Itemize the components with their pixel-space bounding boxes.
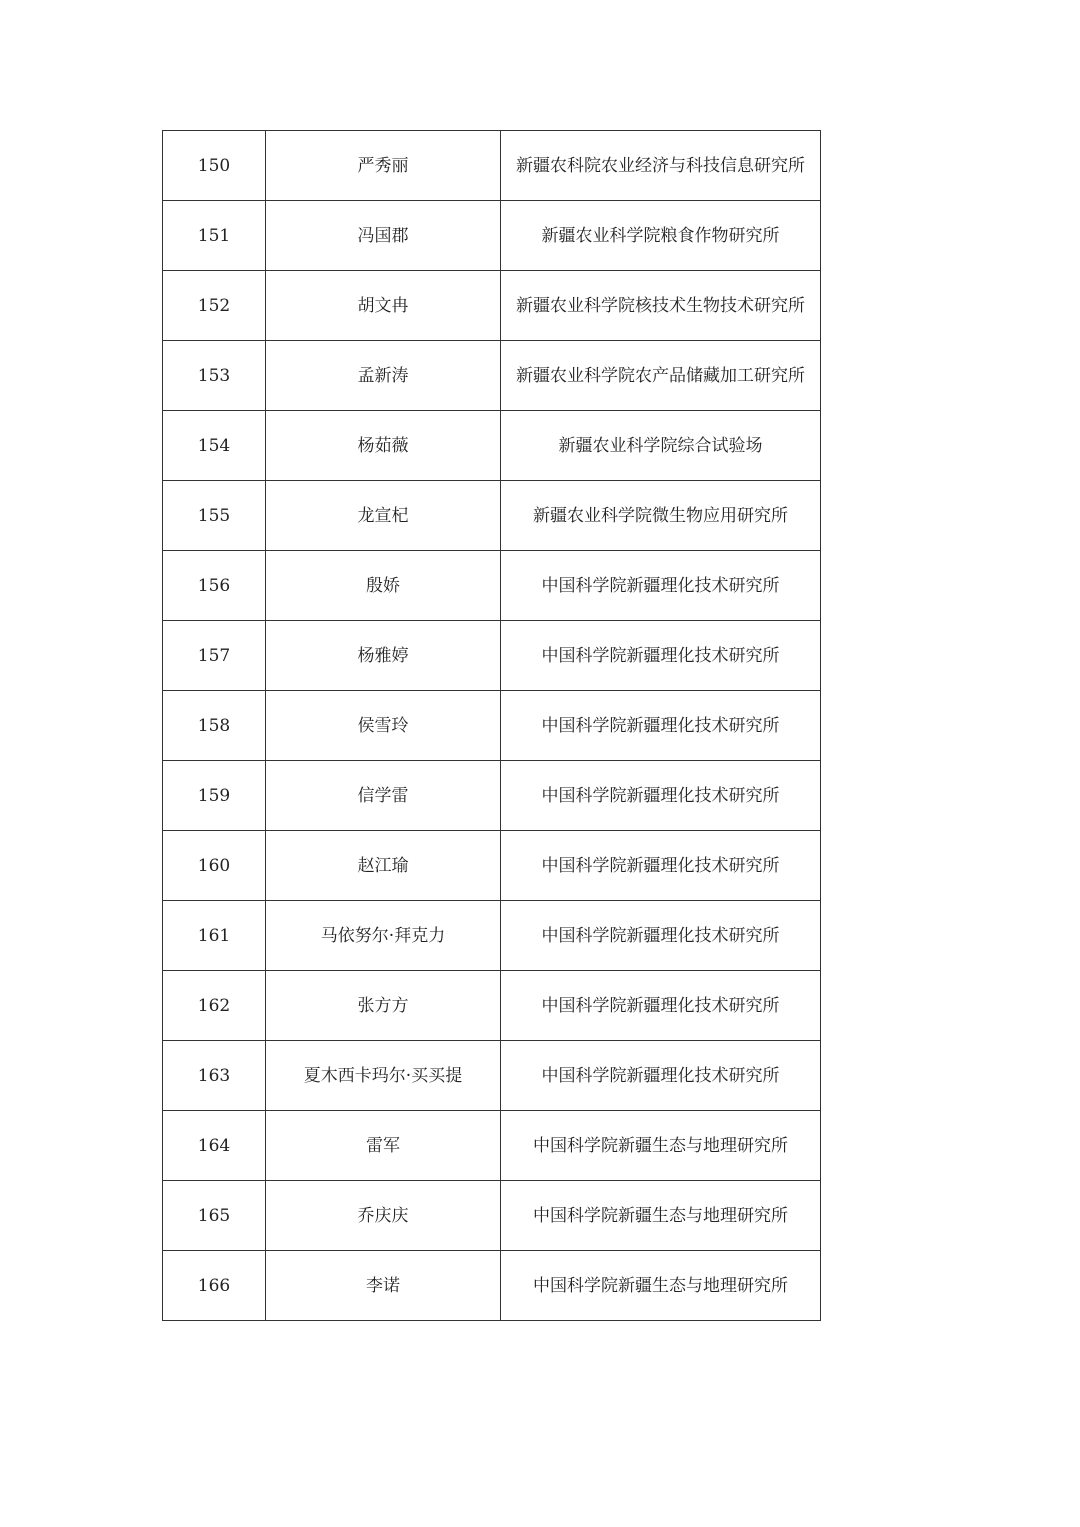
organization: 中国科学院新疆生态与地理研究所 xyxy=(501,1181,821,1251)
row-number: 151 xyxy=(163,201,266,271)
person-name: 殷娇 xyxy=(266,551,501,621)
row-number: 155 xyxy=(163,481,266,551)
table-row xyxy=(163,341,821,411)
table-row xyxy=(163,761,821,831)
person-name: 龙宣杞 xyxy=(266,481,501,551)
row-number: 162 xyxy=(163,971,266,1041)
row-number: 159 xyxy=(163,761,266,831)
table-row xyxy=(163,1181,821,1251)
row-number: 157 xyxy=(163,621,266,691)
row-number: 158 xyxy=(163,691,266,761)
table-row xyxy=(163,621,821,691)
person-name: 冯国郡 xyxy=(266,201,501,271)
organization: 新疆农业科学院粮食作物研究所 xyxy=(501,201,821,271)
table-row xyxy=(163,271,821,341)
row-number: 156 xyxy=(163,551,266,621)
row-number: 154 xyxy=(163,411,266,481)
table-row xyxy=(163,901,821,971)
roster-table xyxy=(162,130,821,1321)
organization: 新疆农业科学院农产品储藏加工研究所 xyxy=(501,341,821,411)
row-number: 152 xyxy=(163,271,266,341)
organization: 中国科学院新疆理化技术研究所 xyxy=(501,551,821,621)
person-name: 杨茹薇 xyxy=(266,411,501,481)
person-name: 夏木西卡玛尔·买买提 xyxy=(266,1041,501,1111)
table-row xyxy=(163,1111,821,1181)
organization: 中国科学院新疆理化技术研究所 xyxy=(501,691,821,761)
person-name: 赵江瑜 xyxy=(266,831,501,901)
person-name: 杨雅婷 xyxy=(266,621,501,691)
organization: 新疆农业科学院综合试验场 xyxy=(501,411,821,481)
organization: 新疆农业科学院微生物应用研究所 xyxy=(501,481,821,551)
row-number: 150 xyxy=(163,131,266,201)
person-name: 雷军 xyxy=(266,1111,501,1181)
row-number: 161 xyxy=(163,901,266,971)
row-number: 165 xyxy=(163,1181,266,1251)
organization: 中国科学院新疆生态与地理研究所 xyxy=(501,1251,821,1321)
person-name: 严秀丽 xyxy=(266,131,501,201)
person-name: 马依努尔·拜克力 xyxy=(266,901,501,971)
person-name: 孟新涛 xyxy=(266,341,501,411)
table-row xyxy=(163,1251,821,1321)
row-number: 163 xyxy=(163,1041,266,1111)
person-name: 张方方 xyxy=(266,971,501,1041)
row-number: 164 xyxy=(163,1111,266,1181)
organization: 中国科学院新疆理化技术研究所 xyxy=(501,971,821,1041)
row-number: 166 xyxy=(163,1251,266,1321)
organization: 中国科学院新疆理化技术研究所 xyxy=(501,901,821,971)
person-name: 信学雷 xyxy=(266,761,501,831)
organization: 中国科学院新疆理化技术研究所 xyxy=(501,621,821,691)
table-row xyxy=(163,971,821,1041)
organization: 中国科学院新疆理化技术研究所 xyxy=(501,831,821,901)
person-name: 李诺 xyxy=(266,1251,501,1321)
row-number: 153 xyxy=(163,341,266,411)
person-name: 乔庆庆 xyxy=(266,1181,501,1251)
organization: 新疆农科院农业经济与科技信息研究所 xyxy=(501,131,821,201)
table-row xyxy=(163,1041,821,1111)
table-row xyxy=(163,831,821,901)
organization: 中国科学院新疆理化技术研究所 xyxy=(501,1041,821,1111)
organization: 新疆农业科学院核技术生物技术研究所 xyxy=(501,271,821,341)
table-row xyxy=(163,481,821,551)
table-row xyxy=(163,691,821,761)
table-row xyxy=(163,411,821,481)
person-name: 侯雪玲 xyxy=(266,691,501,761)
organization: 中国科学院新疆生态与地理研究所 xyxy=(501,1111,821,1181)
table-row xyxy=(163,551,821,621)
table-row xyxy=(163,201,821,271)
row-number: 160 xyxy=(163,831,266,901)
table-row xyxy=(163,131,821,201)
organization: 中国科学院新疆理化技术研究所 xyxy=(501,761,821,831)
person-name: 胡文冉 xyxy=(266,271,501,341)
